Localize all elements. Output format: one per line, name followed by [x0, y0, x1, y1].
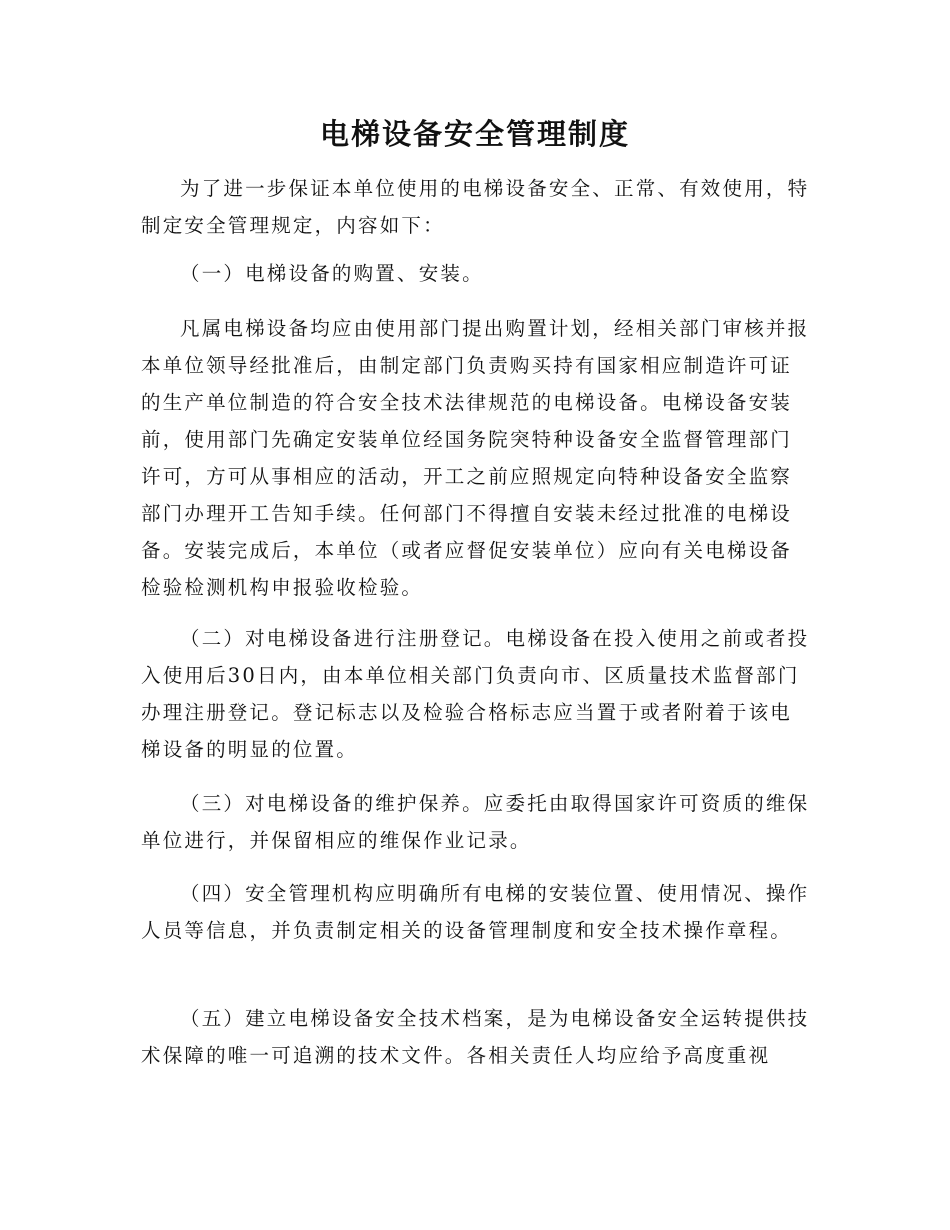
section-5-paragraph: （五）建立电梯设备安全技术档案，是为电梯设备安全运转提供技术保障的唯一可追溯的技术文件。各相关责任人均应给予高度重视	[141, 1007, 810, 1067]
section-2-paragraph: （二）对电梯设备进行注册登记。电梯设备在投入使用之前或者投入使用后30日内，由本单位相关部门负责向市、区质量技术监督部门办理注册登记。登记标志以及检验合格标志应当置于或者附着于该电梯设备的明显的位置。	[141, 627, 810, 761]
section-3-paragraph: （三）对电梯设备的维护保养。应委托由取得国家许可资质的维保单位进行，并保留相应的维保作业记录。	[141, 792, 810, 852]
section-heading-1: （一）电梯设备的购置、安装。	[180, 262, 484, 285]
intro-paragraph: 为了进一步保证本单位使用的电梯设备安全、正常、有效使用，特制定安全管理规定，内容如下：	[141, 177, 810, 237]
section-1-paragraph: 凡属电梯设备均应由使用部门提出购置计划，经相关部门审核并报本单位领导经批准后，由制定部门负责购买持有国家相应制造许可证的生产单位制造的符合安全技术法律规范的电梯设备。电梯设备安装前，使用部门先确定安装单位经国务院突特种设备安全监督管理部门许可，方可从事相应的活动，开工之前应照规定向特种设备安全监察部门办理开工告知手续。任何部门不得擅自安装未经过批准的电梯设备。安装完成后，本单位（或者应督促安装单位）应向有关电梯设备检验检测机构申报验收检验。	[141, 317, 810, 599]
document-title: 电梯设备安全管理制度	[319, 117, 630, 151]
section-4-paragraph: （四）安全管理机构应明确所有电梯的安装位置、使用情况、操作人员等信息，并负责制定相关的设备管理制度和安全技术操作章程。	[141, 882, 810, 942]
